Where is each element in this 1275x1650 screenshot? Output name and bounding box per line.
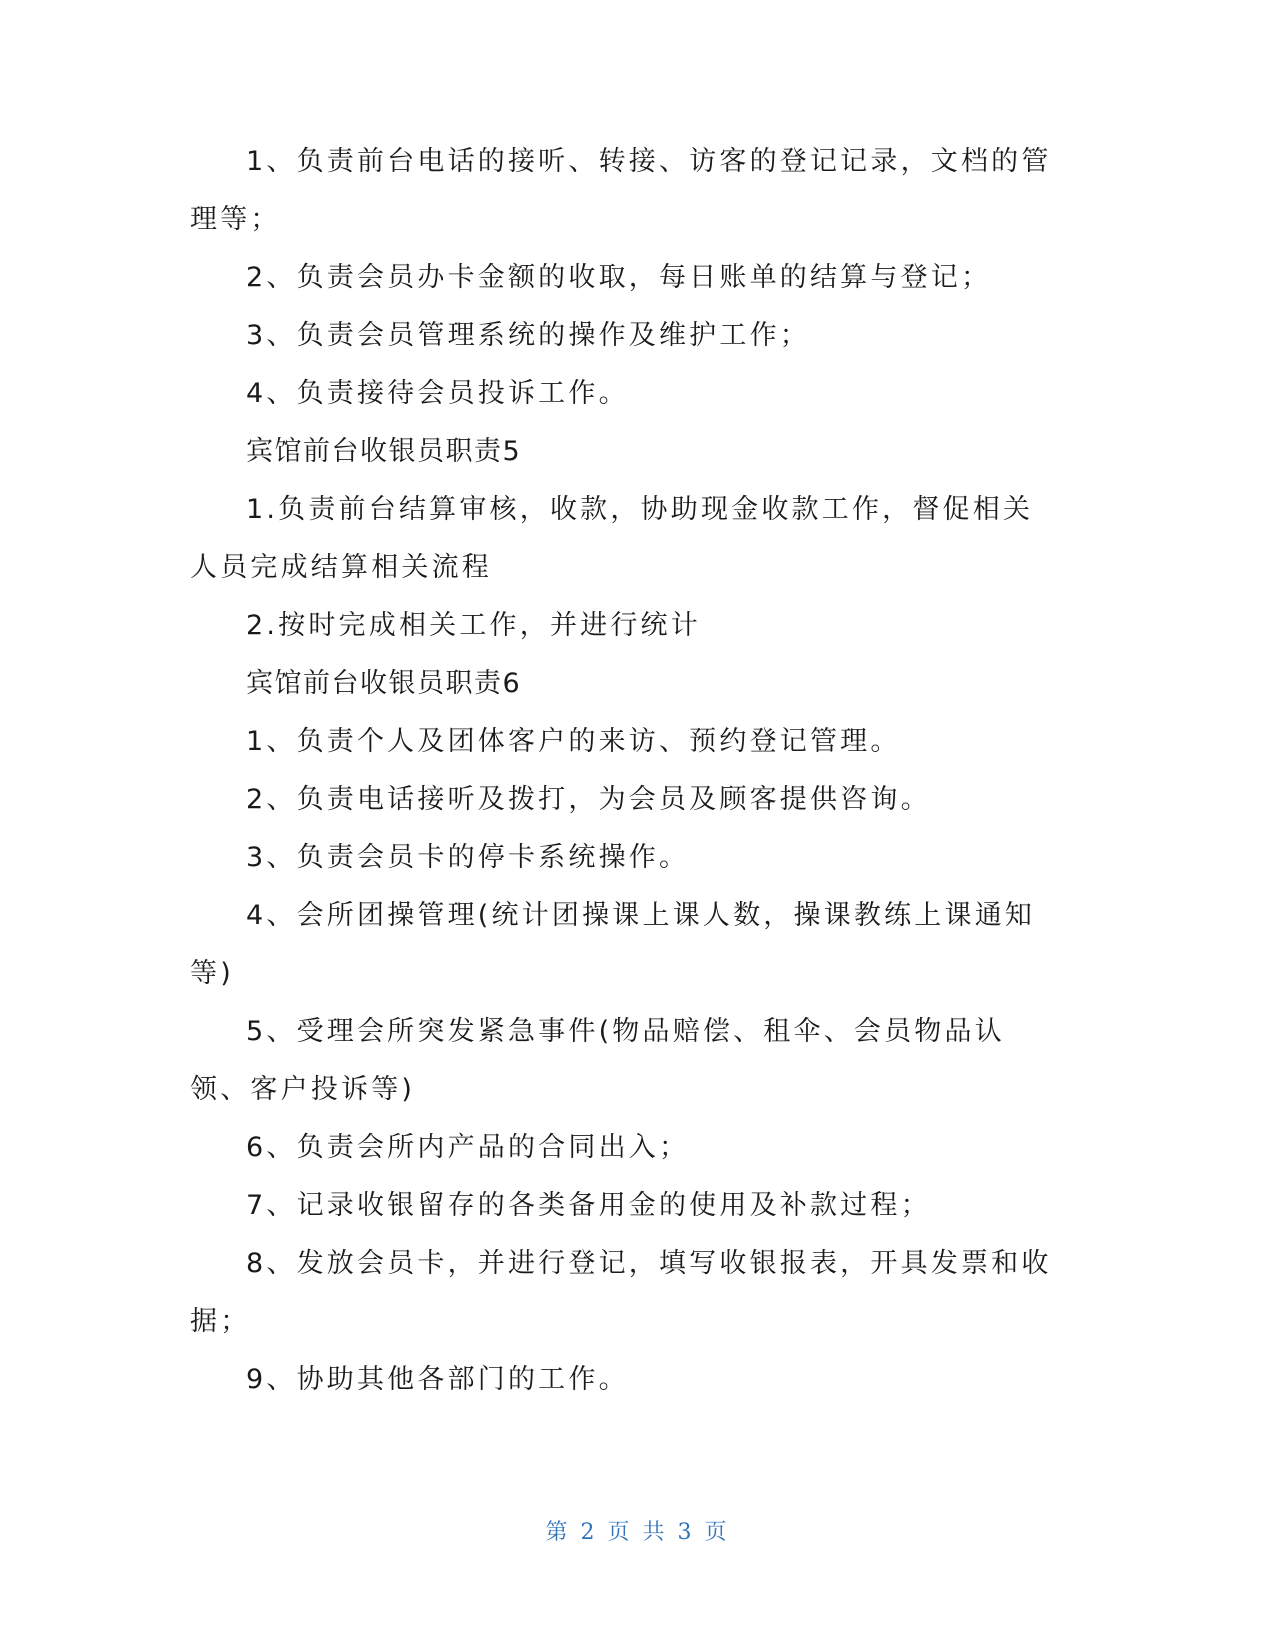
paragraph-section6-item-1: 1、负责个人及团体客户的来访、预约登记管理。 bbox=[246, 726, 901, 757]
page-number-footer: 第 2 页 共 3 页 bbox=[545, 1520, 730, 1545]
paragraph-section5-item-2: 2.按时完成相关工作，并进行统计 bbox=[246, 610, 701, 641]
paragraph-section6-item-8: 8、发放会员卡，并进行登记，填写收银报表，开具发票和收据； bbox=[190, 1248, 1052, 1337]
paragraph-duty-3: 3、负责会员管理系统的操作及维护工作； bbox=[246, 320, 810, 351]
paragraph-section6-item-4: 4、会所团操管理(统计团操课上课人数，操课教练上课通知等) bbox=[190, 900, 1036, 989]
paragraph-duty-1: 1、负责前台电话的接听、转接、访客的登记记录，文档的管理等； bbox=[190, 146, 1052, 235]
paragraph-section6-item-2: 2、负责电话接听及拨打，为会员及顾客提供咨询。 bbox=[246, 784, 931, 815]
paragraph-duty-4: 4、负责接待会员投诉工作。 bbox=[246, 378, 629, 409]
paragraph-section6-item-6: 6、负责会所内产品的合同出入； bbox=[246, 1132, 690, 1163]
paragraph-section6-item-3: 3、负责会员卡的停卡系统操作。 bbox=[246, 842, 690, 873]
paragraph-section5-item-1: 1.负责前台结算审核，收款，协助现金收款工作，督促相关人员完成结算相关流程 bbox=[190, 494, 1034, 583]
paragraph-section6-item-9: 9、协助其他各部门的工作。 bbox=[246, 1364, 629, 1395]
section-heading-5: 宾馆前台收银员职责5 bbox=[246, 436, 522, 467]
paragraph-duty-2: 2、负责会员办卡金额的收取，每日账单的结算与登记； bbox=[246, 262, 992, 293]
section-heading-6: 宾馆前台收银员职责6 bbox=[246, 668, 522, 699]
paragraph-section6-item-7: 7、记录收银留存的各类备用金的使用及补款过程； bbox=[246, 1190, 931, 1221]
paragraph-section6-item-5: 5、受理会所突发紧急事件(物品赔偿、租伞、会员物品认领、客户投诉等) bbox=[190, 1016, 1005, 1105]
document-body bbox=[0, 133, 1275, 1409]
